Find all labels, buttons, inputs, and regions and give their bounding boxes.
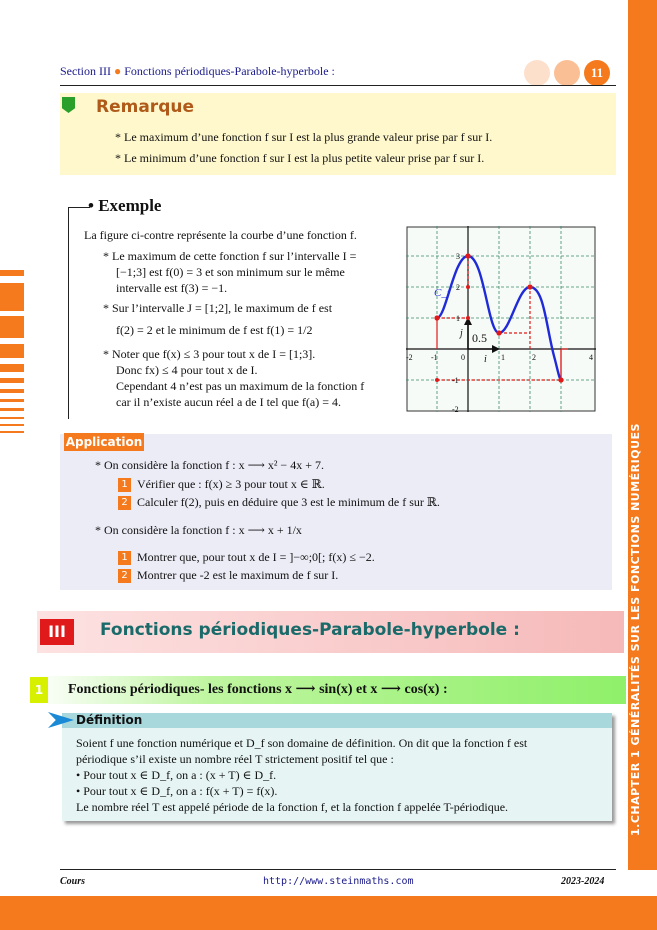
left-stripe: [0, 399, 24, 402]
running-header: [60, 64, 335, 79]
header-section: Section III: [60, 64, 111, 78]
x-tick: 2: [532, 353, 536, 362]
exemple-line: * Sur l’intervalle J = [1;2], le maximum de f est: [103, 301, 333, 315]
left-stripe: [0, 364, 24, 372]
exemple-item-1: [103, 248, 393, 296]
page-number: 11: [584, 60, 610, 86]
exemple-line: * Le maximum de cette fonction f sur l’intervalle I =: [103, 249, 357, 263]
i-label: i: [484, 354, 487, 365]
exemple-item-3: [103, 346, 398, 410]
footer-left: Cours: [60, 876, 86, 887]
exemple-line: * Noter que f(x) ≤ 3 pour tout x de I = [1;3].: [103, 347, 316, 361]
exemple-line: intervalle est f(3) = −1.: [116, 281, 228, 295]
step-text: Montrer que, pour tout x de I = ]−∞;0[; f(x) ≤ −2.: [137, 550, 375, 564]
definition-line: • Pour tout x ∈ D_f, on a : f(x + T) = f(x).: [76, 784, 278, 798]
step-number: 2: [118, 569, 131, 583]
definition-body: [76, 735, 606, 815]
step-text: Montrer que -2 est le maximum de f sur I.: [137, 568, 339, 582]
bottom-margin-band: [0, 896, 657, 930]
step-number: 1: [118, 551, 131, 565]
subsection-number: 1: [30, 677, 48, 703]
left-stripe: [0, 424, 24, 426]
definition-line: • Pour tout x ∈ D_f, on a : (x + T) ∈ D_f.: [76, 768, 277, 782]
definition-header: [62, 713, 612, 728]
function-graph: [406, 226, 596, 412]
header-circle: [524, 60, 550, 86]
definition-line: périodique s’il existe un nombre réel T strictement positif tel que :: [76, 752, 394, 766]
left-stripe: [0, 316, 24, 338]
exemple-line: [−1;3] est f(0) = 3 et son minimum sur le même: [116, 265, 345, 279]
exemple-bracket: [68, 207, 69, 419]
step-text: Calculer f(2), puis en déduire que 3 est le minimum de f sur ℝ.: [137, 495, 440, 509]
header-title: Fonctions périodiques-Parabole-hyperbole :: [124, 64, 335, 78]
exemple-title-text: Exemple: [98, 196, 162, 215]
exemple-title: • Exemple: [88, 196, 162, 215]
exemple-item-2: [103, 300, 393, 338]
x-tick: -1: [431, 353, 438, 362]
y-tick: 3: [456, 252, 460, 261]
x-tick: -2: [406, 353, 413, 362]
definition-line: Soient f une fonction numérique et D_f son domaine de définition. On dit que la fonction f est: [76, 736, 528, 750]
x-tick: 0: [461, 353, 465, 362]
step-text: Vérifier que : f(x) ≥ 3 pour tout x ∈ ℝ.: [137, 477, 325, 491]
step-number: 2: [118, 496, 131, 510]
right-margin-divider: [624, 0, 628, 870]
exemple-line: f(2) = 2 et le minimum de f est f(1) = 1/2: [116, 323, 313, 337]
left-stripe: [0, 344, 24, 358]
section-title: Fonctions périodiques-Parabole-hyperbole :: [100, 620, 520, 640]
application-question-2: * On considère la fonction f : x ⟶ x + 1/x: [95, 523, 302, 537]
half-label: 0.5: [472, 331, 487, 345]
remarque-item: * Le minimum d’une fonction f sur I est la plus petite valeur prise par f sur I.: [115, 151, 485, 165]
left-stripe: [0, 417, 24, 419]
left-stripe: [0, 378, 24, 383]
header-circle: [554, 60, 580, 86]
left-stripe: [0, 270, 24, 276]
chapter-side-label: 1.CHAPTER 1 GÉNÉRALITÉS SUR LES FONCTIONS NUMÉRIQUES: [629, 423, 642, 837]
definition-title: Définition: [76, 713, 143, 727]
x-tick: 1: [501, 353, 505, 362]
left-stripe: [0, 431, 24, 433]
exemple-bracket: [68, 207, 90, 208]
application-question-1: * On considère la fonction f : x ⟶ x² − 4x + 7.: [95, 458, 324, 472]
exemple-intro: La figure ci-contre représente la courbe d’une fonction f.: [84, 228, 357, 242]
left-stripe: [0, 389, 24, 393]
header-rule: [60, 85, 616, 86]
header-bullet-icon: ●: [113, 64, 122, 78]
footer-right: 2023-2024: [561, 876, 605, 887]
exemple-line: car il n’existe aucun réel a de I tel que f(a) = 4.: [116, 395, 341, 409]
exemple-line: Donc fx) ≤ 4 pour tout x de I.: [116, 363, 258, 377]
y-tick: 1: [456, 314, 460, 323]
footer-rule: [60, 869, 616, 870]
j-label: j: [460, 328, 463, 339]
section-number: III: [40, 619, 74, 645]
y-tick: -1: [452, 376, 459, 385]
footer-url-link[interactable]: http://www.steinmaths.com: [263, 876, 414, 887]
left-stripe: [0, 283, 24, 311]
subsection-title: Fonctions périodiques- les fonctions x ⟶ sin(x) et x ⟶ cos(x) :: [68, 682, 448, 697]
y-tick: -2: [452, 405, 459, 412]
y-tick: 2: [456, 283, 460, 292]
step-number: 1: [118, 478, 131, 492]
remarque-item: * Le maximum d’une fonction f sur I est la plus grande valeur prise par f sur I.: [115, 130, 493, 144]
left-stripe: [0, 408, 24, 411]
definition-line: Le nombre réel T est appelé période de la fonction f, et la fonction f appelée T-périodique.: [76, 800, 509, 814]
remarque-title: Remarque: [96, 97, 194, 117]
curve-label: C_f: [434, 287, 450, 299]
application-tag: Application: [65, 435, 143, 449]
exemple-line: Cependant 4 n’est pas un maximum de la fonction f: [116, 379, 365, 393]
x-tick: 4: [589, 353, 593, 362]
